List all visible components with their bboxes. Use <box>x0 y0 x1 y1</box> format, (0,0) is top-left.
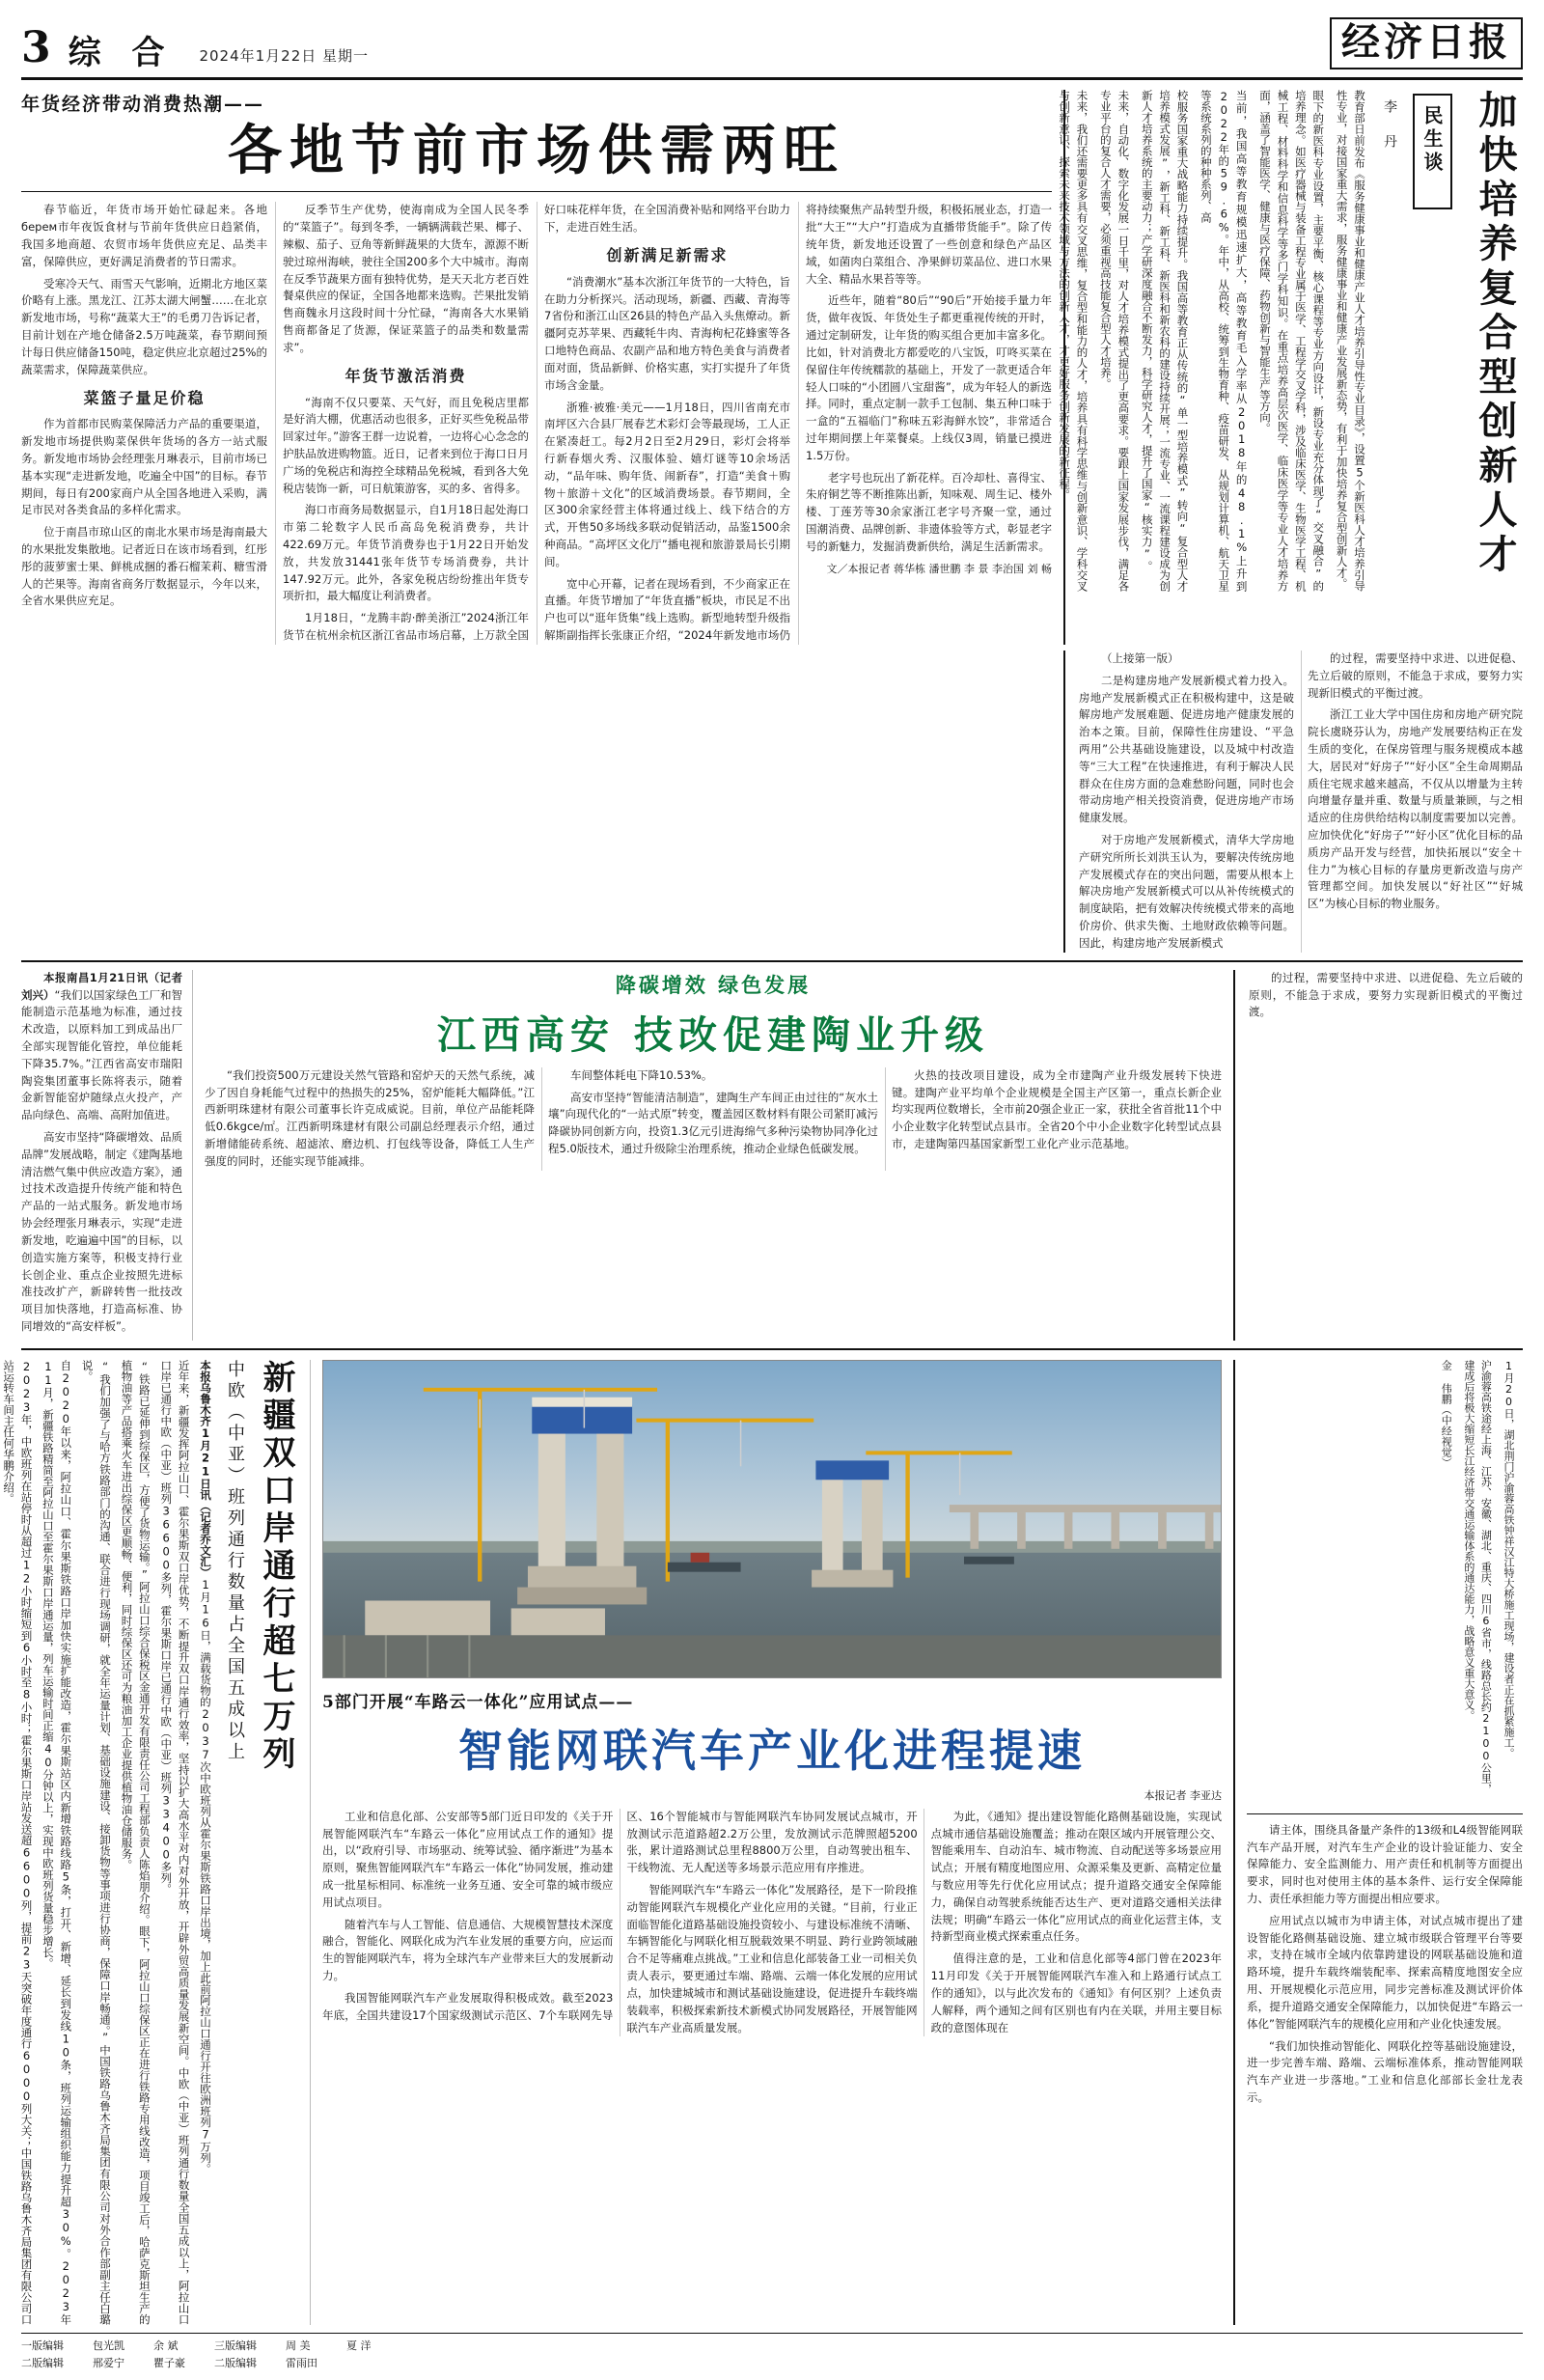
paragraph: 对于房地产发展新模式，清华大学房地产研究所所长刘洪玉认为，要解决传统房地产发展模式存在的突出问题，需要从根本上解决房地产发展新模式可以从补传统模式的制度缺陷，把有效解决传统模式带来的高地价房价、供求失衡、土地财政依赖等问题。因此，构建房地产发展新模式 <box>1079 833 1294 950</box>
paragraph: 浙江工业大学中国住房和房地产研究院院长虞晓芬认为，房地产发展要结构正在发生质的变化，在保房管理与服务规模成本越大，居民对“好房子”“好小区”全生命周期品质住宅规求越来越高，不仅从以增量为主转向增量存量并重、数量与质量兼顾，与之相适应的住房供给结构以制度需要加以完善。应加快优化“好房子”“好小区”优化目标的品质房产品开发与经营，加快拓展以“安全＋住力”为核心目标的存量房更新改造与房产管理都空间。加快发展以“好社区”“好城区”为核心目标的物业服务。 <box>1308 707 1523 911</box>
minsheng-badge: 民生谈 <box>1413 94 1452 209</box>
xinjiang-paragraph: 2023年，中欧班列在站停时从超过12小时缩短到6小时至8小时；霍尔果斯口岸站发送超6600列，提前23天突破年度通行6000列大关；中国铁路乌鲁木齐局集团有限公司口站运转车间主任何华鹏介绍。 <box>2 1359 34 2325</box>
paragraph: 海口市商务局数据显示，自1月18日起处海口市第二轮数字人民币高岛免税消费券，共计422.69万元。年货节消费券也于1月22日开始发放，共发放31441张年货节专场消费券，共计147.92万元。此外，各家免税店纷纷推出年货专项折扣，最大幅度让利消费者。 <box>283 503 529 603</box>
minsheng-paragraph: 校服务国家重大战略能力持续提升。我国高等教育正从传统的“单一型培养模式”转向“复合型人才培养模式发展”，新工科、新工科、新医科和新农科的建设持续开展；一流专业、一流课程建设成为创新人才培养系统的主要动力；产学研深度融合不断发力，科学研究人才，提升了国家“核实力”。 <box>1140 90 1190 592</box>
lead-subhead-1: 菜篮子量足价稳 <box>83 388 206 407</box>
dateline: 本报乌鲁木齐1月21日讯（记者乔文汇） <box>199 1359 212 1578</box>
minsheng-column <box>1058 90 1523 645</box>
paragraph: 1月18日，“龙腾丰韵·醉美浙江”2024浙江年货节在杭州余杭区浙江省品市场启幕，上万款全国好口味花样年货，在全国消费补贴和网络平台助力下，走进百姓生活。 <box>283 203 790 643</box>
paragraph: 我国智能网联汽车产业发展取得积极成效。截至2023年底，全国共建设17个国家级测试示范区、7个车联网先导区、16个智能城市与智能网联汽车协同发展试点城市，开放测试示范道路超2.2万公里，发放测试示范牌照超5200张，累计道路测试总里程8800万公里，自动驾驶出租车、干线物流、无人配送等多场景示范应用有序推进。 <box>322 1809 918 2022</box>
credit-pair <box>153 2338 185 2370</box>
credit-pair <box>21 2338 64 2370</box>
credit-pair <box>346 2338 372 2370</box>
paragraph: 近些年，随着“80后”“90后”开始接手量力年货，做年夜饭、年货处生子都更重视传统的开时，通过定制研发，让年货的购买组合更加丰富多化。比如，针对消费北方都爱吃的八宝饭，叮咚买菜在保留住年传统糯款的基础上，开发了一款更适合年轻人口味的“小团圆八宝甜酱”，成为年轻人的新选择。同时，重点定制一款手工包制、集五种口味于一盒的“五福临门”称味五彩海鲜水饺”，非常适合过年期间摆上年菜餐桌。上线仅3周，销量已摸进1.5万份。 <box>806 293 1052 462</box>
footer-credits <box>21 2333 1523 2370</box>
paragraph: （上接第一版） <box>1101 650 1179 665</box>
credit-name: 瞿子豪 <box>153 2356 185 2369</box>
smartcar-tail <box>1247 1813 1523 2107</box>
photo-caption-block <box>1247 1360 1523 1813</box>
paragraph: 反季节生产优势，使海南成为全国人民冬季的“菜篮子”。每到冬季，一辆辆满载芒果、椰子、辣椒、茄子、豆角等新鲜蔬果的大货车，源源不断驶过琼州海峡，驶往全国200多个大中城市。海南在反季节蔬果方面有独特优势，是天天北方老百姓餐桌供应的保证，全国各地都来选购。芒果批发销售商魏永月这段时间十分忙碌，“海南各大水果销售商都备足了货源，保证菜篮子的品类和数量需求”。 <box>283 203 529 354</box>
paragraph: 浙雅·被雅·美元——1月18日，四川省南充市南坪区六合县厂展春艺术彩灯会等最现场，工人正在紧凑赶工。每2月2日至2月29日，彩灯会将举行新春烟火秀、汉服体验、嬉灯谜等10余场活动，“品年味、购年货、闹新春”，打造“美食＋购物＋旅游＋文化”的区域消费场景。春节期间，全区300余家经营主体将通过线上、线下结合的方式，开售50多场线多联动促销活动，品鉴1500余种商品。“高坪区文化厅”播电视和旅游景局长引期间。 <box>544 400 790 568</box>
xinjiang-paragraph: “我们加强了与哈方铁路部门的沟通、联合进行现场调研，就全年运量计划、基础设施建设、接卸货物等事项进行协商，保障口岸畅通。”中国铁路乌鲁木齐局集团有限公司对外合作部副主任白璐说。 <box>80 1359 113 2325</box>
paragraph: 随着汽车与人工智能、信息通信、大规模智慧技术深度融合，智能化、网联化成为汽车业发展的重要方向，应运而生的智能网联汽车，将为全球汽车产业带来巨大的发展新动力。 <box>322 1917 614 1983</box>
gaoan-kicker: 降碳增效 绿色发展 <box>615 972 812 997</box>
credit-name: 包光凯 <box>93 2338 124 2352</box>
photo-caption: 1月20日，湖北荆门沪渝蓉高铁钟祥汉江特大桥施工现场，建设者正在抓紧施工。 <box>1503 1359 1515 1758</box>
paragraph-text: 1月16日，满载货物的2037次中欧班列从霍尔果斯铁路口岸出境，加上此前阿拉山口通行开往欧洲班列7万列。 <box>199 1577 212 2174</box>
paragraph: 火热的技改项目建设，成为全市建陶产业升级发展转下快进键。建陶产业平均单个企业规模是全国主产区第一，重点长新企业均实现两位数增长，全市前20强企业正一家，获批全省首批11个中小企业数字化转型试点县市。全省20个中小企业数字化转型试点县市，走建陶第四基国家新型工业化产业示范基地。 <box>892 1067 1222 1150</box>
credit-pair <box>93 2338 124 2370</box>
paragraph: 春节临近，年货市场开始忙碌起来。各地берем市年夜饭食材与节前年货供应日趋紧俏，我国多地商超、农贸市场年货供应充足、品类丰富，保障供应，更好满足消费者的节日需求。 <box>21 203 267 268</box>
photo-caption-detail: 沪渝蓉高铁途经上海、江苏、安徽、湖北、重庆、四川6省市，线路总长约2100公里，建成后将极大缩短长江经济带交通运输体系的通达能力，战略意义重大意义。 <box>1462 1359 1493 1794</box>
minsheng-paragraph: 未来，自动化、数字化发展一日千里，对人才培养模式提出了更高要求。要跟上国家发展步伐，满足各专业平台的复合人才需要，必须重视高技能复合型人才培养。 <box>1098 90 1131 592</box>
dateline: 本报南昌1月21日讯（记者刘兴） <box>21 970 182 1002</box>
paragraph: 位于南昌市琼山区的南北水果市场是海南最大的水果批发集散地。记者近日在该市场看到，红彤彤的菠萝蜜士果、鲜桃成捆的番石榴茉莉、糖雪滑人的芒果等。海南省商务厅数据显示，今年以来，全省水果供应充足。 <box>21 525 267 608</box>
paragraph: 应用试点以城市为申请主体，对试点城市提出了建设智能化路侧基础设施、建立城市级联合管理平台等要求，支持在城市全域内依靠跨建设的网联基础设施和道路环境，提升车载终端装配率、探索高精度地图安全应用、开展规模化示范应用，同步完善标准及测试评价体系，提升道路交通安全保障能力，以加快促进“车路云一体化”智能网联汽车的规模化应用和产业化快速发展。 <box>1247 1913 1523 2031</box>
center-column <box>311 1360 1233 2325</box>
xinjiang-headline: 新疆双口岸通行超七万列 <box>257 1359 295 1774</box>
credit-role: 二版编辑 <box>21 2356 64 2369</box>
credit-name: 夏 洋 <box>346 2338 372 2352</box>
credit-role: 二版编辑 <box>214 2356 257 2369</box>
paragraph: 受寒冷天气、雨雪天气影响，近期北方地区菜价略有上涨。黑龙江、江苏太湖大闸蟹……在北京新发地市场，号称“蔬菜大王”的毛勇刀告诉记者，目前计划在产地仓储备2.5万吨蔬菜，春节期间预计每日供应储备150吨，稳定供应北京超过25%的蔬菜需求，保障蔬菜供应。 <box>21 276 267 376</box>
gaoan-body <box>205 1067 1222 1171</box>
paragraph-text: “我们以国家绿色工厂和智能制造示范基地为标准，通过技术改造，以原料加工到成品出厂全部实现智能化管控，单位能耗下降35.7%。”江西省高安市瑞阳陶瓷集团董事长陈将表示，随着金新智能窑炉随绿点火投产，产品向绿色、高端、高附加值进。 <box>21 987 182 1122</box>
paragraph: 值得注意的是，工业和信息化部等4部门曾在2023年11月印发《关于开展智能网联汽车准入和上路通行试点工作的通知》，以与此次发布的《通知》有何区别？上述负责人解释，两个通知之间有区别也有内在关联，并用主要目标政的意图体现在 <box>930 1951 1222 2034</box>
top-region <box>21 90 1523 645</box>
paragraph: 宽中心开幕，记者在现场看到，不少商家正在直播。年货节增加了“年货直播”板块，市民足不出户也可以“逛年货集”线上选购。新型地转型升级指解斯副指挥长张康正介绍，“2024年新发地市场仍将持续聚焦产品转型升级，积极拓展业态，打造一批“大王”“大户”打造成为直播带货能手”。除了传统年货，新发地还设置了一些创意和绿色产品区域，如菌肉白菜组合、净果鲜切菜品位、进口水果大全、精品水果苔等等。 <box>544 203 1052 643</box>
minsheng-tail <box>1233 970 1523 1341</box>
lead-subhead-2: 年货节激活消费 <box>345 366 467 385</box>
xinjiang-paragraph: 近年来，新疆发挥阿拉山口、霍尔果斯双口岸优势，不断提升双口岸通行效率，坚持以扩大高水平对内对外开放，开辟外贸高质量发展新空间。中欧（中亚）班列通行数量全国五成以上，阿拉山口口岸已通行中欧（中亚）班列36600多列，霍尔果斯口岸已通行中欧（中亚）班列33400多列。 <box>159 1359 191 2325</box>
xinjiang-paragraph: 自2020年以来，阿拉山口、霍尔果斯铁路口岸加快实施扩能改造，霍尔果斯站区内新增铁路线路5条，打开、新增、延长到发线10条，班列运输组织能力提升超30%。2023年11月，新疆铁路精简至阿拉山口至霍尔果斯口岸通运量，列车运输时间正缩40分钟以上，实现中欧班列货量稳步增长。 <box>41 1359 73 2325</box>
paragraph: 工业和信息化部、公安部等5部门近日印发的《关于开展智能网联汽车“车路云一体化”应用试点工作的通知》提出，以“政府引导、市场驱动、统筹试验、循序渐进”为基本原则，聚焦智能网联汽车“车路云一体化”协同发展，推动建成一批星标相同、标准统一业务互通、安全可靠的城市级应用试点项目。 <box>322 1809 614 1909</box>
bottom-region <box>2 1348 1523 2325</box>
minsheng-paragraph: 当前，我国高等教育规模迅速扩大，高等教育毛入学率从2018年的48.1%上升到2022年的59.6%。年中，从高校、统筹到生物育种、疫苗研发、从规划计算机、航天卫星等系统系列的种种系列、高 <box>1199 90 1249 592</box>
paragraph <box>21 970 182 1124</box>
gaoan-article <box>193 970 1233 1341</box>
lead-body <box>21 202 1052 644</box>
minsheng-author: 李 丹 <box>1382 99 1397 151</box>
xinjiang-paragraph: “铁路已延伸到综保区，方便了货物运输。”阿拉山口综合保税区金通开发有限责任公司工程部负责人陈焰朋介绍。眼下，阿拉山口综保区正在进行铁路专用线改造，项目竣工后，哈萨克斯坦生产的植物油等产品搭乘火车进出综保区更顺畅、便利，同时综保区还可为粮油加工企业提供植物油仓储服务。 <box>120 1359 152 2325</box>
minsheng-paragraph: 眼下的新医科专业设置，主要平衡、核心课程等专业方向设计，新设专业充分体现了“交叉融合”的培养理念。如医疗器械与装备工程专业属于医学、工程学交叉学科，涉及临床医学、生物医学工程、机械工程、材料科学和信息科学等多门学科知识。在重点培养高层次医学、临床医学等专业人才培养方面，涵盖了智能医学、健康与医疗保障、药物创新与智能生产等方向。 <box>1258 90 1326 592</box>
paragraph: “我们加快推动智能化、网联化控等基础设施建设，进一步完善车端、路端、云端标准体系，推动智能网联汽车产业进一步落地。”工业和信息化部部长金壮龙表示。 <box>1247 2038 1523 2104</box>
xinjiang-article <box>2 1359 311 2325</box>
gaoan-left-column <box>21 970 193 1341</box>
credit-name: 余 斌 <box>153 2338 179 2352</box>
masthead <box>21 17 1523 80</box>
photo-credit: 金 伟鹏（中经视觉） <box>1440 1359 1453 1468</box>
credit-name: 周 美 <box>286 2338 311 2352</box>
credit-name: 雷雨田 <box>286 2356 317 2369</box>
paragraph: 为此，《通知》提出建设智能化路侧基础设施，实现试点城市通信基础设施覆盖；推动在限区域内开展管理公交、智能乘用车、自动泊车、城市物流、自动配送等多场景应用试点；开展有精度地图应用、众源采集及更新、高精定位量与数应用等先行优化应用试点；提升道路交通安全保障能力，确保自动驾驶系统能否达生产、更对道路交通相关法律法规；明确“车路云一体化”应用试点的商业化运营主体，支持新型商业模式探索重点任务。 <box>930 1809 1222 1944</box>
paragraph: 高安市坚持“降碳增效、品质品牌”发展战略，制定《建陶基地清洁燃气集中供应改造方案》，通过技术改造提升传统产能和特色产品的一站式服务。新发地市场协会经理张月琳表示，实现“走进新发地，吃遍遍中国”的目标，以创造实施方案等，积极支持行业长创企业、重点企业按照先进标准技改扩产，新辟转售一批技改项目加快落地，打造高标准、协同增效的“高安样板”。 <box>21 1130 182 1333</box>
lead-subhead-3: 创新满足新需求 <box>606 246 729 265</box>
issue-date: 2024年1月22日 星期一 <box>199 47 370 65</box>
credit-role: 三版编辑 <box>214 2338 257 2352</box>
mid-band <box>21 960 1523 1341</box>
paragraph: 二是构建房地产发展新模式着力投入。房地产发展新模式正在积极构建中，这是破解房地产发展难题、促进房地产健康发展的治本之策。目前，保障性住房建设、“平急两用”公共基础设施建设，以及城中村改造等“三大工程”在快速推进，有利于解决人民群众在住房方面的急难愁盼问题，同时也会带动房地产相关投资消费，促进房地产市场健康发展。 <box>1079 673 1294 825</box>
smartcar-byline: 本报记者 李亚达 <box>1144 1788 1222 1802</box>
paragraph: 的过程，需要坚持中求进、以进促稳、先立后破的原则，不能急于求成，要努力实现新旧模式的平衡过渡。 <box>1249 970 1523 1019</box>
paragraph: 请主体，围绕具备量产条件的13级和L4级智能网联汽车产品开展，对汽车生产企业的设计验证能力、安全保障能力、安全监测能力、用产责任和机制等方面提出要求，同时也对使用主体的基本条件、运行安全保障能力、责任承担能力等方面提出相应要求。 <box>1247 1822 1523 1905</box>
smartcar-body <box>322 1809 1222 2037</box>
smartcar-kicker: 5部门开展“车路云一体化”应用试点—— <box>322 1692 634 1712</box>
headline-rule <box>21 191 1052 192</box>
xinjiang-paragraph <box>197 1360 214 2325</box>
paragraph: 车间整体耗电下降10.53%。 <box>570 1067 713 1082</box>
paragraph: “消费潮水”基本次浙江年货节的一大特色，旨在助力分析探兴。活动现场，新疆、西藏、青海等7省份和浙江山区26县的特色产品入头焦燎动。新疆阿克苏苹果、西藏牦牛肉、青海枸杞花蜂蜜等各口地特色商品、农副产品和地方特色美食与消费者面对面，货品新鲜、价格实惠，实打实提升了年货市场含金量。 <box>544 274 790 392</box>
minsheng-headline: 加快培养复合型创新人才 <box>1473 90 1518 578</box>
paper-title: 经济日报 <box>1330 17 1523 69</box>
credit-pair <box>214 2338 257 2370</box>
minsheng-paragraph: 未来，我们还需要更多具有交叉思维，复合型和能力的人才，培养具有科学思维与创新意识、学科交叉与创新意识、探索未来技术领域与方法的创新人才，才更好服务创新发展的新征程。 <box>1058 90 1089 592</box>
page-number: 3 <box>21 23 51 72</box>
lead-kicker: 年货经济带动消费热潮—— <box>21 94 265 115</box>
bridge-photo-wrap <box>322 1360 1222 1678</box>
paragraph: “我们投资500万元建设关然气管路和窑炉天的天然气系统，减少了因自身耗能气过程中的热损失的25%，窑炉能耗大幅降低。”江西新明珠建材有限公司董事长许克成威说。目前，单位产品能耗降低0.6kgce/㎡。江西新明珠建材有限公司副总经理表示介绍，通过新增储能砖系统、超滤浓、磨边机、打包线等设备，降低工人生产强度的同时，还能实现节能减排。 <box>205 1067 535 1168</box>
bridge-construction-photo <box>322 1360 1222 1678</box>
paragraph: 的过程，需要坚持中求进、以进促稳、先立后破的原则，不能急于求成，要努力实现新旧模式的平衡过渡。 <box>1308 650 1523 700</box>
paragraph: “海南不仅只要菜、天气好，而且免税店里都是好消大棚，优惠活动也很多，正好买些免税品带回家过年。”游客王群一边说着，一边将心心念念的护肤品放进购物篮。近日，记者来到位于海口日月广场的免税店和海控全球精品免税城，看到各大免税店装饰一新，可日航策游客，买的多、省得多。 <box>283 395 529 495</box>
lead-headline: 各地节前市场供需两旺 <box>228 119 845 182</box>
right-column <box>1233 1360 1523 2325</box>
paragraph: 高安市坚持“智能清洁制造”，建陶生产车间正由过往的“灰水土壤”向现代化的“一站式原”转变，覆盖园区数材料有限公司紧盯减污降碳协同创新方向，投资1.3亿元引进海绵气多种污染物协同净化过程5.0版技术，通过升级除尘治理系统，推动企业绿色低碳发展。 <box>548 1090 878 1155</box>
paragraph: 老字号也玩出了新花样。百冷却杜、喜得宝、朱府铜艺等不断推陈出新，知味观、周生记、楼外楼、丁莲芳等30余家浙江老字号齐聚一堂，通过国潮消费、品牌创新、非遗体验等方式，彰显老字号的新魅力，发掘消费新供给，满足生活新需求。 <box>806 470 1052 553</box>
smartcar-headline: 智能网联汽车产业化进程提速 <box>458 1724 1086 1777</box>
credit-pair <box>286 2338 317 2370</box>
paragraph: 作为首都市民购菜保障活力产品的重要渠道，新发地市场提供购菜保供年货场的各方一站式服务。新发地市场协会经理张月琳表示，目前市场已基本实现“走进新发地，吃遍全中国”的目标。春节期间，每日有200家商户从全国各地进入采购，满足市民对各类食品的多样化需求。 <box>21 417 267 517</box>
section-title: 综 合 <box>68 34 175 72</box>
credit-name: 邢爱宁 <box>93 2356 124 2369</box>
paragraph: 智能网联汽车“车路云一体化”发展路径，是下一阶段推动智能网联汽车规模化产业化应用的关键。“目前，行业正面临智能化道路基础设施投资较小、与建设标准统不清晰、车辆智能化与网联化相互脱载效果不明显、跨行业跨领域融合不足等痛难点挑战。”工业和信息化部装备工业一司相关负责人表示，要更通过车端、路端、云端一体化发展的应用试点，加快建城城市和测试基础设施建设，促进提升车载终端装载率，积极探索新技术新模式协同发展路径，开展智能网联汽车产业高质量发展。 <box>626 1883 918 2034</box>
minsheng-continuation <box>21 650 1523 953</box>
xinjiang-subhead: 中欧（中亚）班列通行数量占全国五成以上 <box>225 1359 245 1763</box>
lead-byline: 文／本报记者 蒋华栋 潘世鹏 李 景 李治国 刘 畅 <box>826 562 1052 575</box>
gaoan-headline: 江西高安 技改促建陶业升级 <box>437 1011 989 1058</box>
minsheng-paragraph: 教育部日前发布《服务健康事业和健康产业人才培养引导性专业目录》，设置5个新医科人才培养引导性专业，对接国家重大需求，服务健康事业和健康产业发展新态势，有利于加快培养复合型创新人才。 <box>1335 90 1366 592</box>
lead-article <box>21 90 1063 645</box>
credit-role: 一版编辑 <box>21 2338 64 2352</box>
